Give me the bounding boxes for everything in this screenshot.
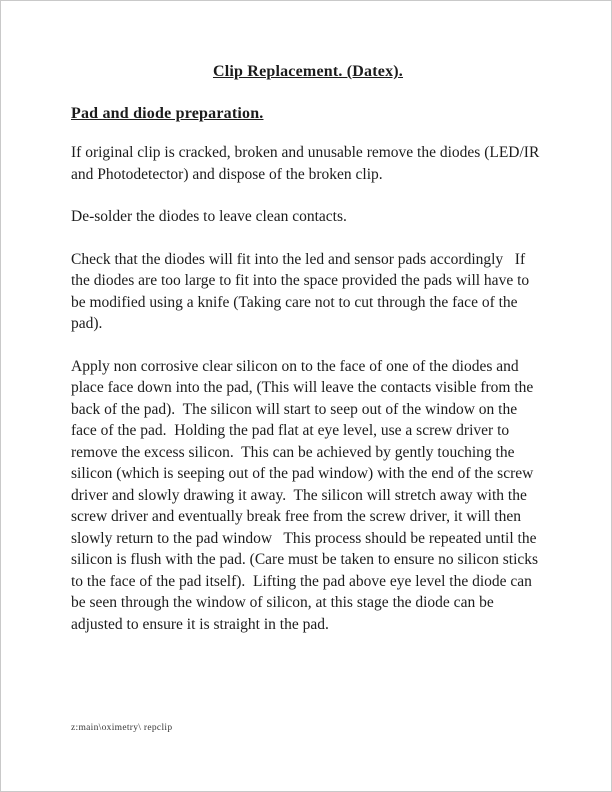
document-title: Clip Replacement. (Datex). (212, 63, 404, 80)
paragraph-clip-removal: If original clip is cracked, broken and unusable remove the diodes (LED/IR and Photodetector) and dispose of the broken clip. (71, 144, 544, 183)
footer-file-path: z:main\oximetry\ repclip (71, 723, 173, 733)
paragraph-fit-check: Check that the diodes will fit into the led and sensor pads accordingly If the diodes are too large to fit into the space provided the pads will have to be modified using a knife (Taking care not to cut through the face of the pad). (71, 250, 534, 332)
paragraph-silicon-application: Apply non corrosive clear silicon on to the face of one of the diodes and place face down into the pad, (This will leave the contacts visible from the back of the pad). The silicon will start to seep out of the window on the face of the pad. Holding the pad flat at eye level, use a screw driver to remove the excess silicon. This can be achieved by gently touching the silicon (which is seeping out of the pad window) with the end of the screw driver and slowly drawing it away. The silicon will stretch away with the screw driver and eventually break free from the screw driver, it will then slowly return to the pad window This process should be repeated until the silicon is flush with the pad. (Care must be taken to ensure no silicon sticks to the face of the pad itself). Lifting the pad above eye level the diode can be seen through the window of silicon, at this stage the diode can be adjusted to ensure it is straight in the pad. (71, 357, 542, 633)
page-body (1, 1, 611, 791)
section-heading: Pad and diode preparation. (71, 105, 264, 122)
paragraph-desolder: De-solder the diodes to leave clean contacts. (71, 208, 347, 225)
